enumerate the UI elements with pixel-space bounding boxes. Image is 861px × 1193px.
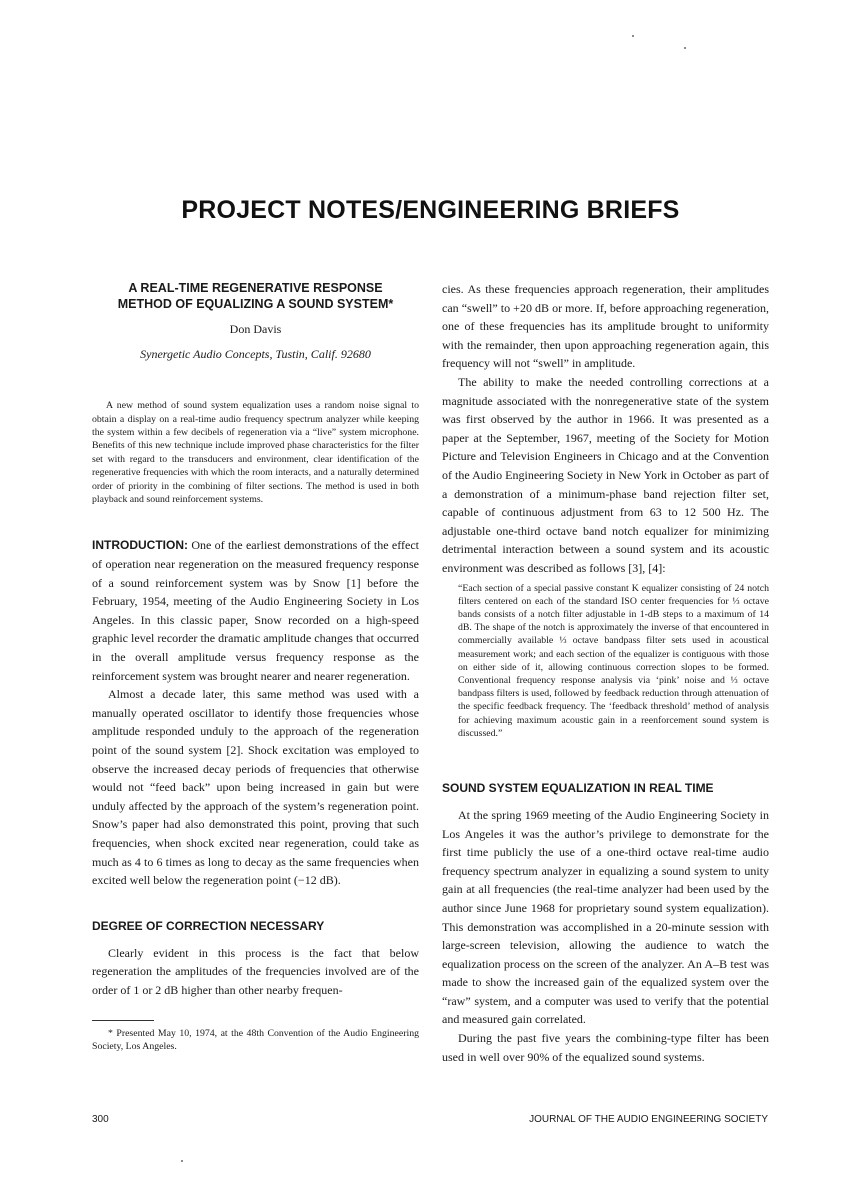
body-paragraph: The ability to make the needed controlling corrections at a magnitude associated with the nonregenerative state of the system was first observed by the author in 1966. It was presented as a paper at the September, 1967, meeting of the Society for Motion Picture and Television Engineers in Chicago and at the Convention of the Audio Engineering Society in New York in October as part of a demonstration of a minimum-phase band rejection filter set, capable of continuous adjustment from 63 to 12 500 Hz. The adjustable one-third octave band notch equalizer for minimizing detrimental interaction between a sound system and its acoustic environment was described as follows [3], [4]: [442, 374, 769, 575]
footnote-divider [92, 1020, 154, 1021]
introduction-paragraph [92, 536, 419, 685]
running-footer-journal: JOURNAL OF THE AUDIO ENGINEERING SOCIETY [529, 1114, 768, 1125]
abstract: A new method of sound system equalization uses a random noise signal to obtain a display on a real-time audio frequency spectrum analyzer while keeping the system within a few decibels of regeneration via a “live” system microphone. Benefits of this new technique include improved phase characteristics for the filter set with regard to the transducers and environment, clear identification of the regenerative frequencies with which the room interacts, and a naturally determined order of priority in the combining of filter sections. The method is used in both playback and sound reinforcement systems. [92, 400, 419, 506]
introduction-heading: INTRODUCTION: [92, 538, 188, 553]
author-affiliation: Synergetic Audio Concepts, Tustin, Calif. 92680 [140, 346, 371, 361]
left-column [92, 280, 419, 1053]
scan-speck [632, 35, 634, 37]
article-title-line-1: A REAL-TIME REGENERATIVE RESPONSE [128, 281, 383, 295]
page-number: 300 [92, 1114, 109, 1125]
body-paragraph: During the past five years the combining-type filter has been used in well over 90% of the equalized sound systems. [442, 1031, 769, 1064]
author-name: Don Davis [229, 322, 282, 336]
article-title-line-2: METHOD OF EQUALIZING A SOUND SYSTEM* [117, 297, 394, 311]
footnote: * Presented May 10, 1974, at the 48th Convention of the Audio Engineering Society, Los Angeles. [92, 1027, 419, 1052]
block-quote: “Each section of a special passive constant K equalizer consisting of 24 notch filters centered on each of the standard ISO center frequencies for ⅓ octave bands consists of a notch filter adjustable in 1-dB steps to a maximum of 14 dB. The shape of the notch is approximately the inverse of that encountered in commercially available ⅓ octave bandpass filter sets used in acoustical measurement work; and each section of the equalizer is contiguous with those on either side of it, allowing continuous correction slopes to be formed. Conventional frequency response analysis via ‘pink’ noise and ⅓ octave bandpass filters is used, followed by feedback reduction through attenuation of the specific feedback frequency. The ‘feedback threshold’ method of analysis for achieving maximum acoustic gain in a reenforcement sound system is discussed.” [458, 582, 769, 739]
page-title: PROJECT NOTES/ENGINEERING BRIEFS [181, 196, 680, 224]
right-column [442, 280, 769, 1066]
body-paragraph: At the spring 1969 meeting of the Audio Engineering Society in Los Angeles it was the author’s privilege to demonstrate for the first time publicly the use of a one-third octave real-time audio frequency spectrum analyzer in equalizing a sound system to unity gain at all frequencies (the real-time analyzer had been used by the author since June 1968 for proprietary sound system equalization). This demonstration was accomplished in a 20-minute session with large-screen television, allowing the audience to watch the equalization process on the screen of the analyzer. An A–B test was made to show the increased gain of the equalized system over the “raw” system, and a computer was used to verify that the potential and measured gain correlated. [442, 807, 769, 1027]
section-heading-degree-of-correction: DEGREE OF CORRECTION NECESSARY [92, 918, 325, 933]
introduction-text: One of the earliest demonstrations of the effect of operation near regeneration on the measured frequency response of a sound reinforcement system was by Snow [1] before the February, 1954, meeting of the Audio Engineering Society in Los Angeles. In this classic paper, Snow recorded on a high-speed graphic level recorder the dramatic amplitude changes that occurred in the overall amplitude versus frequency response as the reinforcement system was brought nearer and nearer regeneration. [92, 538, 419, 683]
scan-speck [181, 1160, 183, 1162]
scan-speck [684, 47, 686, 49]
section-heading-real-time-equalization: SOUND SYSTEM EQUALIZATION IN REAL TIME [442, 780, 714, 795]
body-paragraph: Clearly evident in this process is the fact that below regeneration the amplitudes of the frequencies involved are of the order of 1 or 2 dB higher than other nearby frequen- [92, 945, 419, 997]
body-paragraph: cies. As these frequencies approach regeneration, their amplitudes can “swell” to +20 dB or more. If, before approaching regeneration, one of these frequencies has its amplitude brought to uniformity with the remainder, then upon approaching regeneration again, this frequency will not “swell” in amplitude. [442, 282, 769, 371]
body-paragraph: Almost a decade later, this same method was used with a manually operated oscillator to identify those frequencies whose amplitude responded unduly to the approach of the regeneration point of the sound system [2]. Shock excitation was employed to observe the increased decay periods of frequencies that otherwise would not “feed back” upon being increased in gain but were unduly affected by the approach of the system’s regeneration point. Snow’s paper had also demonstrated this point, proving that such frequencies, when shock excited near regeneration, could take as much as 4 to 6 times as long to decay as the same frequencies when excited well below the regeneration point (−12 dB). [92, 687, 419, 888]
